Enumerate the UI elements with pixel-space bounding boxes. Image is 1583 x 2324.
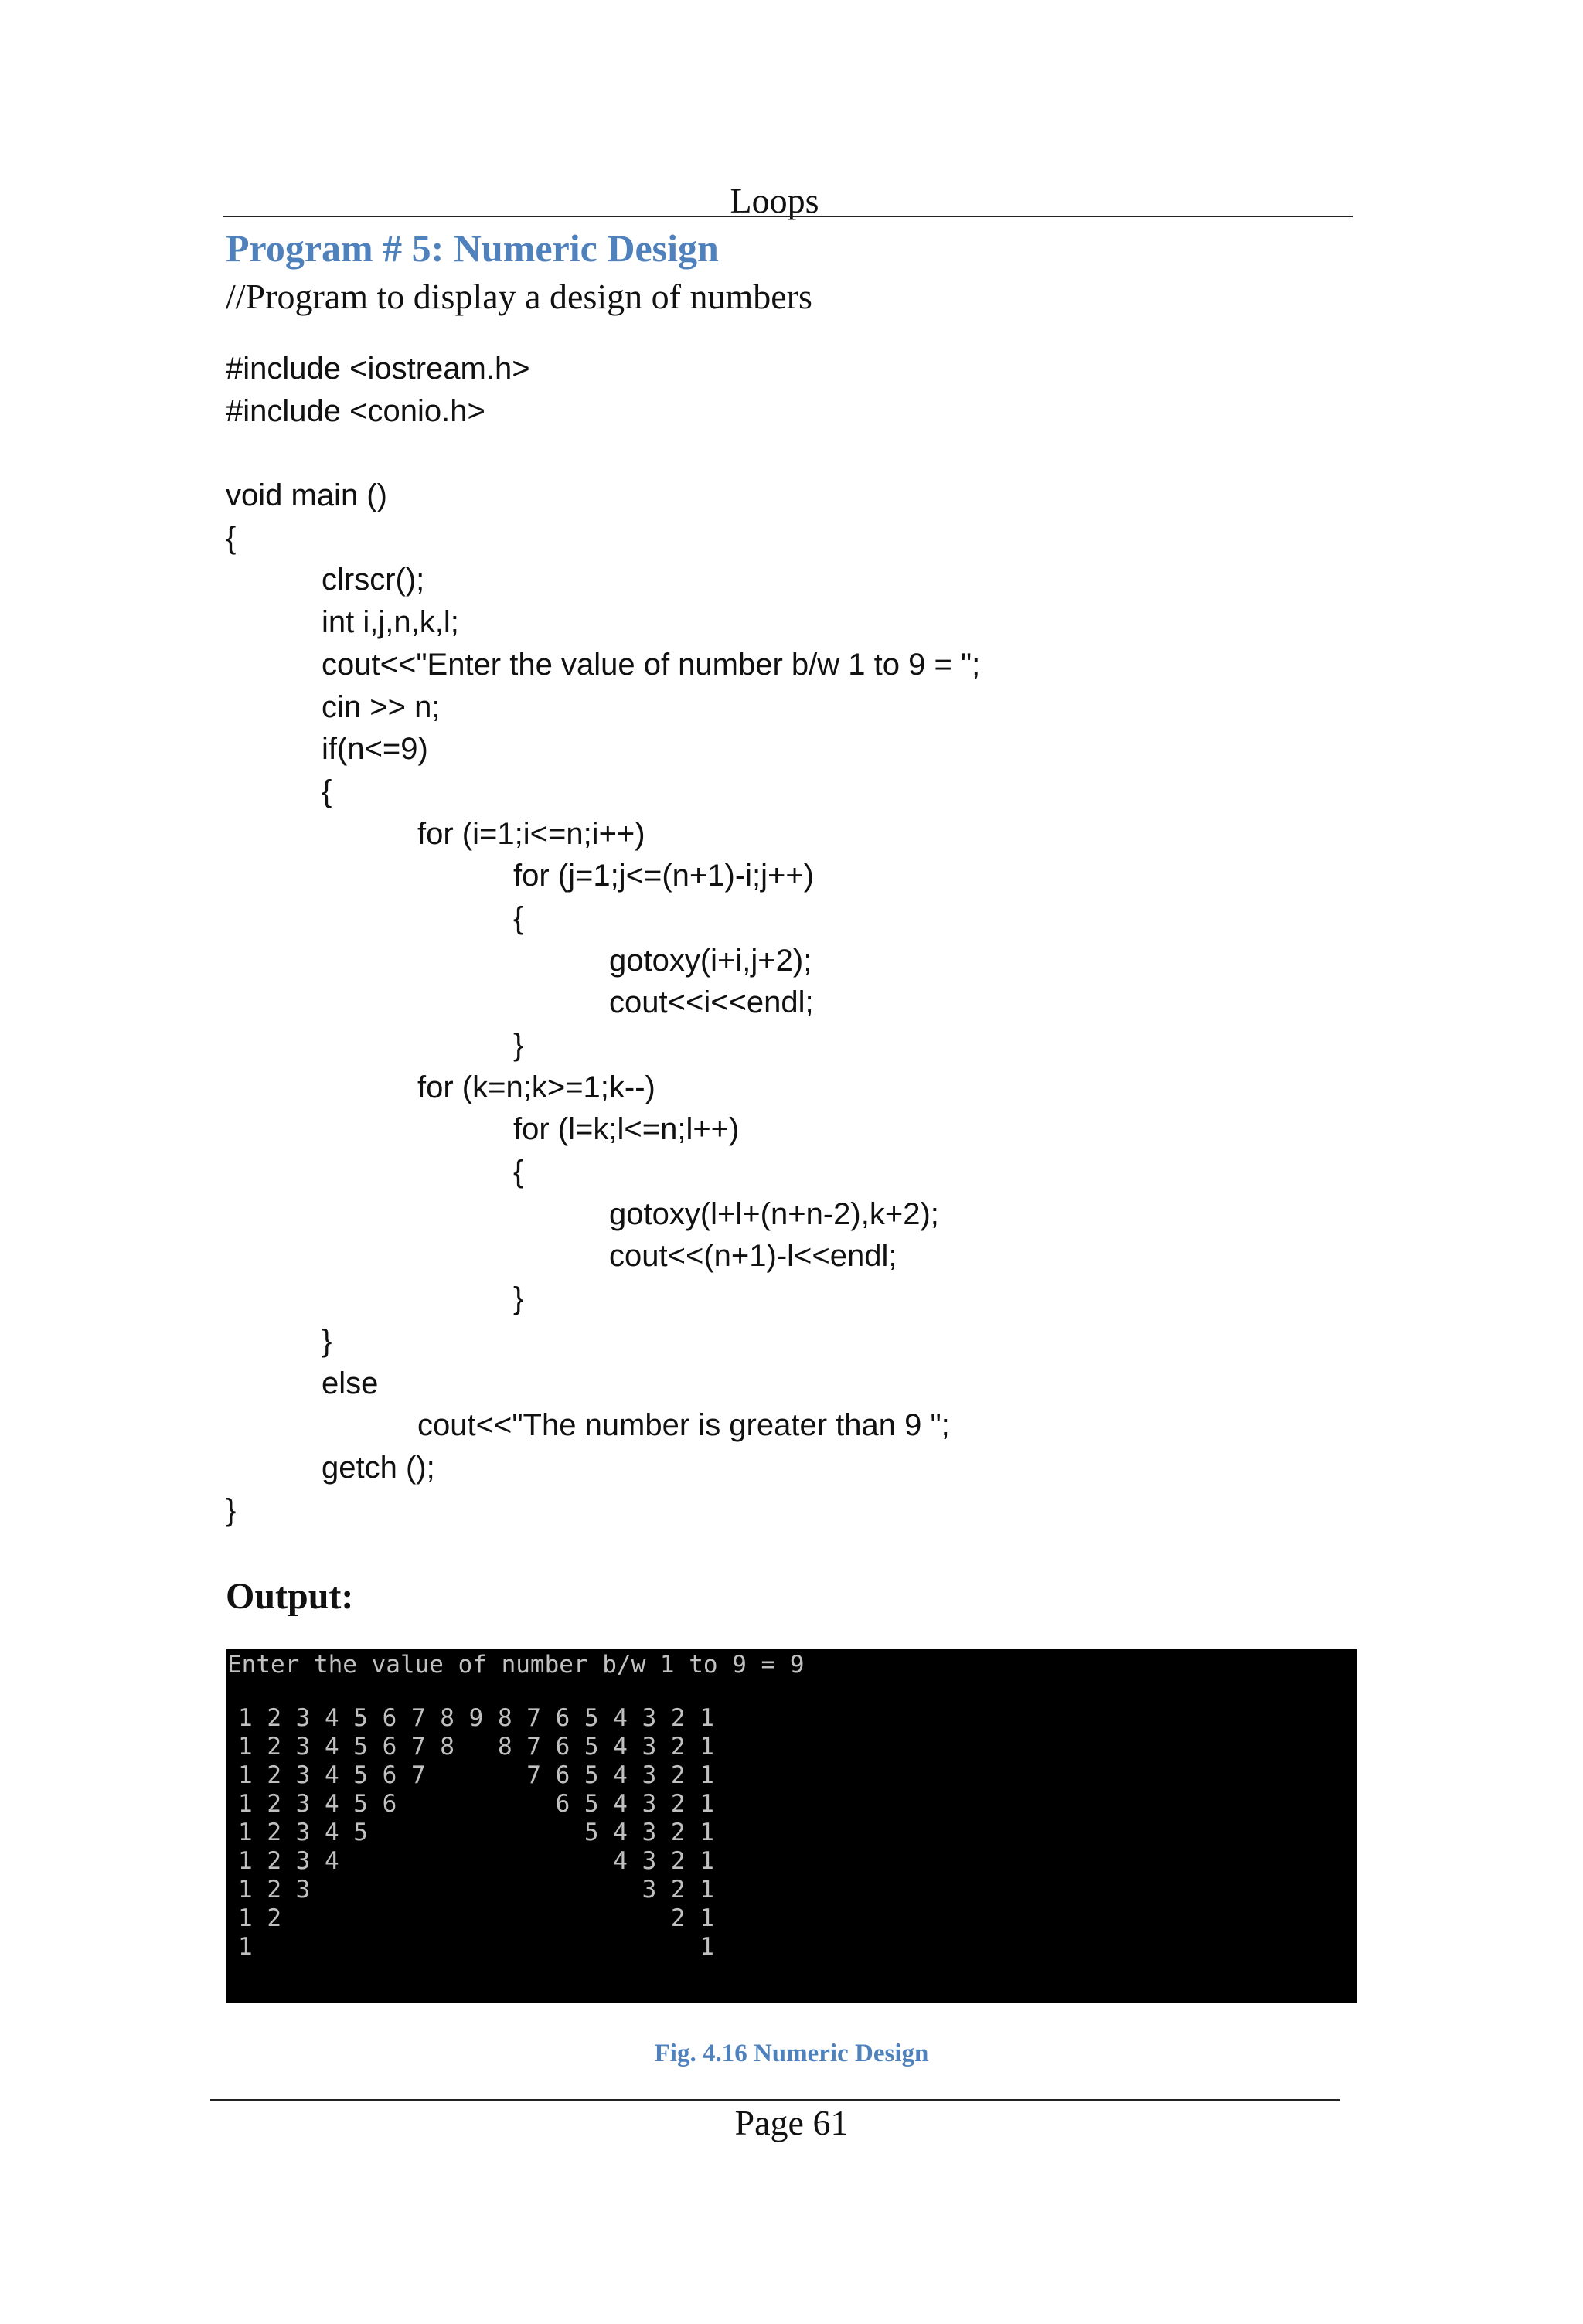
code-line: cout<<i<<endl; — [609, 985, 814, 1020]
header-rule — [223, 216, 1353, 217]
console-row: 1 2 2 1 — [238, 1904, 714, 1932]
console-row: 1 1 — [238, 1933, 714, 1961]
console-row: 1 2 3 4 5 6 7 8 8 7 6 5 4 3 2 1 — [238, 1733, 714, 1761]
code-line: clrscr(); — [322, 563, 425, 597]
code-line: cout<<"The number is greater than 9 "; — [417, 1408, 950, 1443]
code-line: void main () — [226, 478, 387, 513]
code-line: } — [226, 1492, 237, 1527]
program-title: Program # 5: Numeric Design — [226, 226, 719, 270]
code-line: { — [513, 900, 524, 935]
program-comment: //Program to display a design of numbers — [226, 277, 812, 316]
console-row: 1 2 3 4 5 6 6 5 4 3 2 1 — [238, 1790, 714, 1818]
console-row: 1 2 3 4 5 5 4 3 2 1 — [238, 1819, 714, 1846]
console-row: 1 2 3 4 5 6 7 8 9 8 7 6 5 4 3 2 1 — [238, 1704, 714, 1732]
code-line: for (i=1;i<=n;i++) — [417, 816, 645, 851]
code-line — [226, 432, 980, 475]
code-line: #include <iostream.h> — [226, 352, 530, 386]
code-line: } — [322, 1323, 332, 1358]
console-row: 1 2 3 4 5 6 7 7 6 5 4 3 2 1 — [238, 1761, 714, 1789]
code-line: for (j=1;j<=(n+1)-i;j++) — [513, 859, 815, 893]
code-line: { — [226, 520, 237, 555]
code-line: #include <conio.h> — [226, 393, 485, 428]
code-line: gotoxy(i+i,j+2); — [609, 943, 812, 978]
console-row: 1 2 3 3 2 1 — [238, 1876, 714, 1904]
console-output — [226, 1649, 1357, 2003]
console-row: 1 2 3 4 4 3 2 1 — [238, 1847, 714, 1875]
code-line: cout<<(n+1)-l<<endl; — [609, 1239, 897, 1274]
console-prompt: Enter the value of number b/w 1 to 9 = 9 — [227, 1651, 805, 1679]
code-line: cout<<"Enter the value of number b/w 1 to 9 = "; — [322, 647, 981, 682]
code-line: else — [322, 1366, 379, 1400]
code-line: } — [513, 1281, 524, 1316]
code-line: int i,j,n,k,l; — [322, 605, 459, 640]
code-line: getch (); — [322, 1450, 435, 1485]
code-listing — [226, 348, 980, 1531]
code-line: for (l=k;l<=n;l++) — [513, 1112, 740, 1147]
output-heading: Output: — [226, 1576, 354, 1617]
code-line: gotoxy(l+l+(n+n-2),k+2); — [609, 1196, 939, 1231]
code-line: } — [513, 1028, 524, 1062]
page-number: Page 61 — [734, 2103, 849, 2142]
code-line: { — [513, 1155, 524, 1189]
figure-caption: Fig. 4.16 Numeric Design — [654, 2040, 929, 2067]
code-line: cin >> n; — [322, 689, 441, 724]
console-number-design — [238, 1704, 714, 1962]
code-line: for (k=n;k>=1;k--) — [417, 1070, 655, 1104]
running-header: Loops — [730, 181, 819, 220]
code-line: if(n<=9) — [322, 732, 428, 767]
code-line: { — [322, 774, 332, 808]
